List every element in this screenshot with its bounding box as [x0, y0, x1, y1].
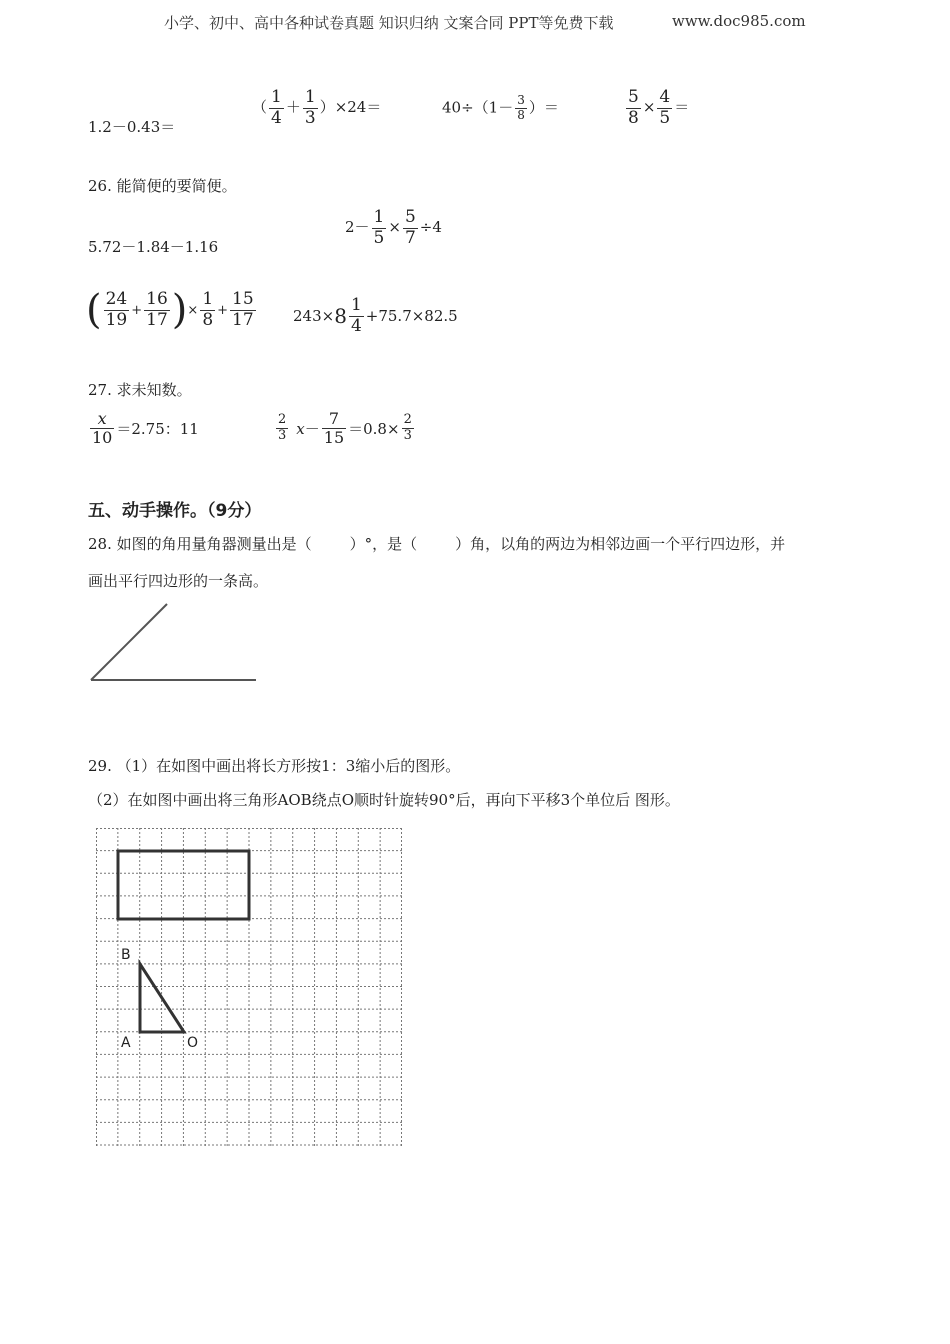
unknown-x: x: [296, 419, 305, 438]
header-url[interactable]: www.doc985.com: [672, 12, 806, 30]
calc-expression-4: [624, 88, 689, 128]
grid-svg: [96, 828, 402, 1146]
grid-figure: [96, 828, 402, 1146]
open-paren: (: [86, 287, 102, 334]
operator: －: [304, 420, 320, 439]
fraction: $\frac{3}{8}$: [517, 93, 525, 122]
calc-expression-2: [252, 88, 381, 128]
q26-title: 26. 能简便的要简便。: [88, 177, 237, 195]
q27-equation-b: [274, 410, 416, 448]
operator: ＝0.8×: [348, 420, 400, 439]
expression-tail: +75.7×82.5: [365, 307, 458, 326]
operator: +: [217, 302, 229, 318]
angle-side-slanted: [91, 604, 167, 680]
fraction: $\frac{1}{5}$: [373, 207, 385, 248]
q26-expression-a: 5.72－1.84－1.16: [88, 238, 219, 256]
close-paren: ): [171, 287, 188, 334]
fraction: $\frac{15}{17}$: [232, 289, 254, 330]
operator: ×: [642, 98, 656, 117]
fraction: $\frac{2}{3}$: [403, 412, 412, 444]
vertex-label-o: O: [187, 1035, 199, 1051]
operator: ＝: [674, 98, 690, 117]
expression-head: 2－: [345, 218, 370, 237]
fraction: $\frac{1}{4}$: [271, 87, 282, 128]
calc-expression-3: [442, 94, 559, 123]
q27-equation-a: [88, 410, 199, 448]
operator: ＋: [285, 98, 301, 117]
q28-text-part: ）°，是（: [349, 535, 418, 553]
q28-text-line2: 画出平行四边形的一条高。: [88, 572, 269, 590]
mixed-whole: 8: [334, 304, 347, 329]
calc-expression-1: 1.2－0.43＝: [88, 118, 176, 136]
expression-head: 40÷（1－: [442, 98, 514, 117]
expression-tail: ）×24＝: [319, 98, 382, 117]
vertex-label-a: A: [121, 1035, 131, 1051]
q26-expression-b: [345, 208, 442, 248]
fraction: 1 4: [350, 295, 362, 336]
fraction: 7 15: [323, 409, 345, 448]
q28-text-line1: [88, 533, 785, 554]
equation-tail: ＝2.75：11: [116, 420, 199, 439]
expression-tail: ）＝: [528, 98, 559, 117]
operator: ×: [388, 218, 401, 237]
fraction: $\frac{1}{8}$: [202, 289, 214, 330]
fraction: $\frac{5}{8}$: [628, 87, 639, 128]
q26-expression-d: [293, 296, 458, 336]
fraction: 24 19: [105, 289, 128, 330]
q26-expression-c: [86, 287, 258, 334]
fraction: $\frac{1}{3}$: [304, 87, 316, 128]
header-text: 小学、初中、高中各种试卷真题 知识归纳 文案合同 PPT等免费下载: [164, 14, 614, 32]
paren: （: [252, 98, 268, 117]
operator: +: [131, 302, 143, 318]
fraction: $\frac{4}{5}$: [659, 87, 671, 128]
fraction: $\frac{5}{7}$: [404, 207, 416, 248]
q28-text-part: ）角，以角的两边为相邻边画一个平行四边形，并: [455, 535, 786, 553]
fraction: x 10: [92, 409, 113, 448]
vertex-label-b: B: [121, 947, 131, 963]
q29-text-line1: 29. （1）在如图中画出将长方形按1：3缩小后的图形。: [88, 757, 461, 775]
expression-tail: ÷4: [419, 218, 442, 237]
expression-head: 243×: [293, 307, 335, 326]
operator: ×: [187, 302, 199, 318]
fraction: $\frac{16}{17}$: [146, 289, 168, 330]
q27-title: 27. 求未知数。: [88, 381, 192, 399]
q29-text-line2: （2）在如图中画出将三角形AOB绕点O顺时针旋转90°后，再向下平移3个单位后 图形。: [88, 791, 680, 809]
q28-text-part: 28. 如图的角用量角器测量出是（: [88, 535, 312, 553]
section-title: 五、动手操作。（9分）: [88, 501, 262, 521]
fraction: 2 3: [278, 412, 287, 444]
angle-figure: [86, 598, 266, 688]
